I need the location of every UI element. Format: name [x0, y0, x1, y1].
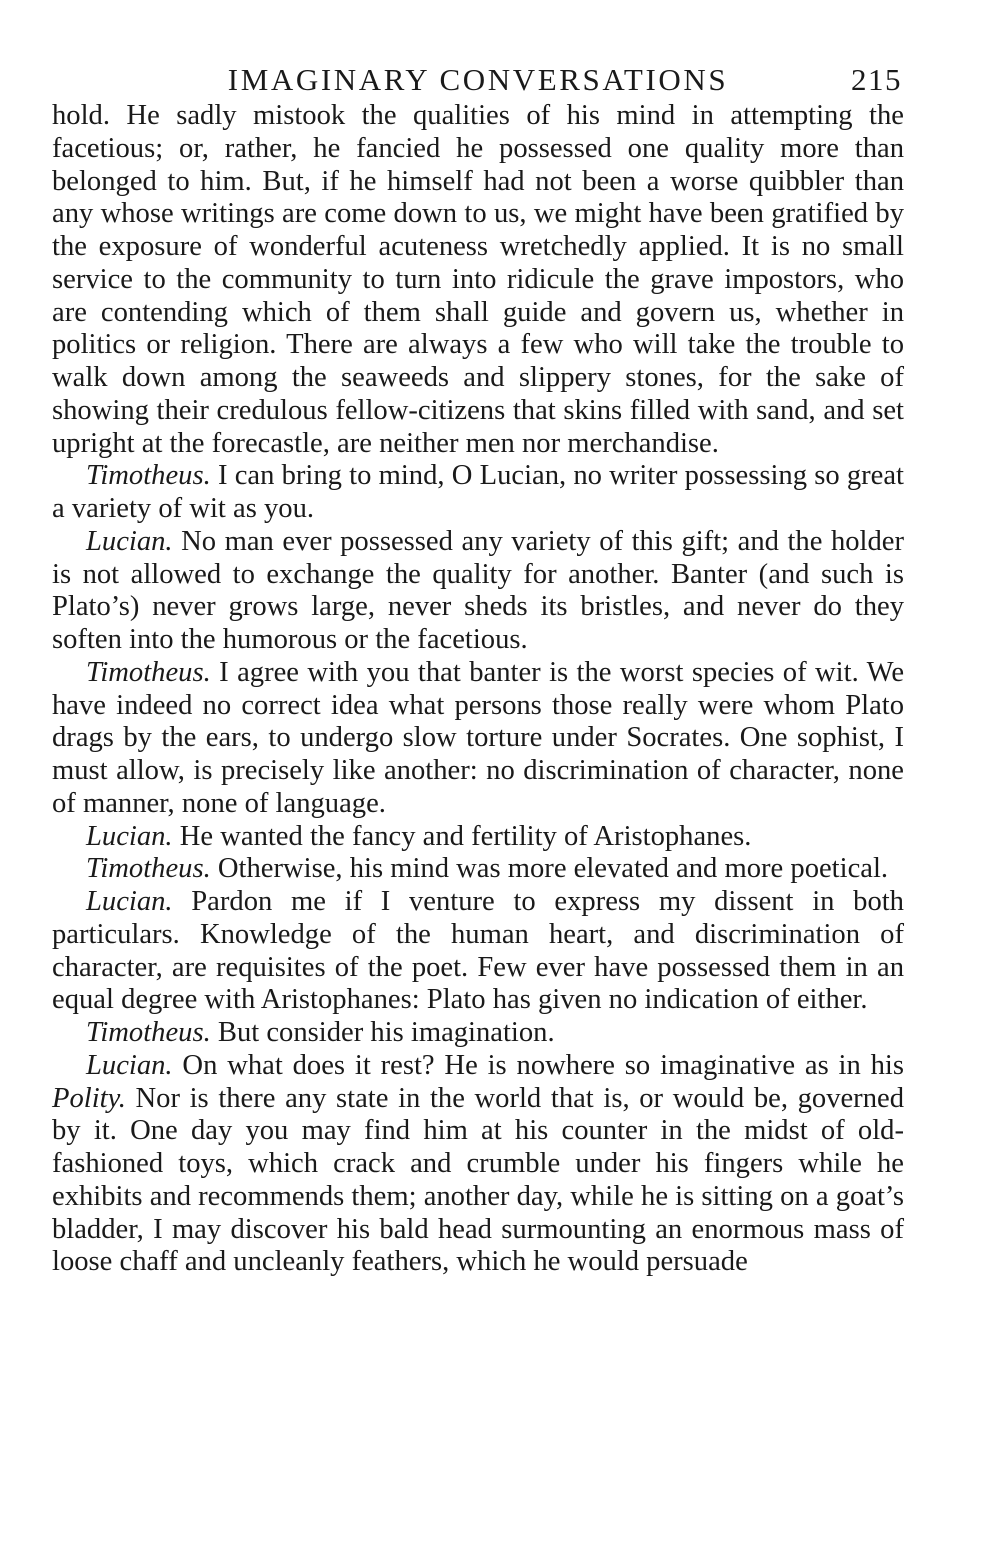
dialogue-paragraph — [52, 657, 904, 821]
paragraph-text: He wanted the fancy and fertility of Aristophanes. — [179, 820, 752, 852]
paragraph-text: No man ever possessed any variety of this gift; and the holder is not allowed to exchange the quality for another. Banter (and such is Plato’s) never grows large, never sheds its bristles, and never do they soften into the humorous or the facetious. — [52, 525, 904, 655]
paragraph-text: I can bring to mind, O Lucian, no writer possessing so great a variety of wit as you. — [52, 460, 904, 524]
dialogue-paragraph — [52, 1050, 904, 1279]
dialogue-paragraph — [52, 886, 904, 1017]
book-page — [52, 60, 904, 1279]
paragraph-text: On what does it rest? He is nowhere so imaginative as in his — [182, 1049, 904, 1081]
speaker-name: Timotheus. — [86, 656, 211, 688]
dialogue-paragraph — [52, 526, 904, 657]
book-title-polity: Polity. — [52, 1082, 126, 1114]
speaker-name: Lucian. — [86, 820, 173, 852]
speaker-name: Lucian. — [86, 1049, 173, 1081]
body-text — [52, 100, 904, 1279]
speaker-name: Lucian. — [86, 886, 173, 917]
paragraph-continuation — [52, 100, 904, 460]
paragraph-text: I agree with you that banter is the worst species of wit. We have indeed no correct idea what persons those really were whom Plato drags by the ears, to undergo slow torture under Socrates. One sophist, I must allow, is precisely like another: no discrimination of character, none of manner, none of language. — [52, 656, 905, 819]
dialogue-paragraph — [52, 460, 904, 526]
dialogue-paragraph — [52, 853, 904, 886]
paragraph-text: But consider his imagination. — [217, 1017, 555, 1048]
paragraph-text: Pardon me if I venture to express my dissent in both particulars. Knowledge of the human heart, and discrimination of character, are requisites of the poet. Few ever have possessed them in an equal degree with Aristophanes: Plato has given no indication of either. — [52, 886, 904, 1016]
speaker-name: Timotheus. — [86, 1017, 211, 1048]
page-number: 215 — [851, 62, 902, 97]
paragraph-text: Nor is there any state in the world that is, or would be, governed by it. One day you may find him at his counter in the midst of old-fashioned toys, which crack and crumble under his fingers while he exhibits and recommends them; another day, while he is sitting on a goat’s bladder, I may discover his bald head surmounting an enormous mass of loose chaff and uncleanly feathers, which he would persuade — [52, 1082, 904, 1278]
speaker-name: Timotheus. — [86, 460, 211, 492]
paragraph-text: Otherwise, his mind was more elevated and more poetical. — [217, 853, 889, 885]
dialogue-paragraph — [52, 1017, 904, 1050]
speaker-name: Lucian. — [86, 525, 173, 557]
paragraph-text: hold. He sadly mistook the qualities of his mind in attempting the facetious; or, rather, he fancied he possessed one quality more than belonged to him. But, if he himself had not been a worse quibbler than any whose writings are come down to us, we might have been gratified by the exposure of wonderful acuteness wretchedly applied. It is no small service to the community to turn into ridicule the grave impostors, who are contending which of them shall guide and govern us, whether in politics or religion. There are always a few who will take the trouble to walk down among the seaweeds and slippery stones, for the sake of showing their credulous fellow-citizens that skins filled with sand, and set upright at the forecastle, are neither men nor merchandise. — [52, 100, 904, 459]
running-title: IMAGINARY CONVERSATIONS — [227, 62, 729, 97]
speaker-name: Timotheus. — [86, 853, 211, 885]
running-head — [52, 60, 904, 100]
dialogue-paragraph — [52, 821, 904, 854]
